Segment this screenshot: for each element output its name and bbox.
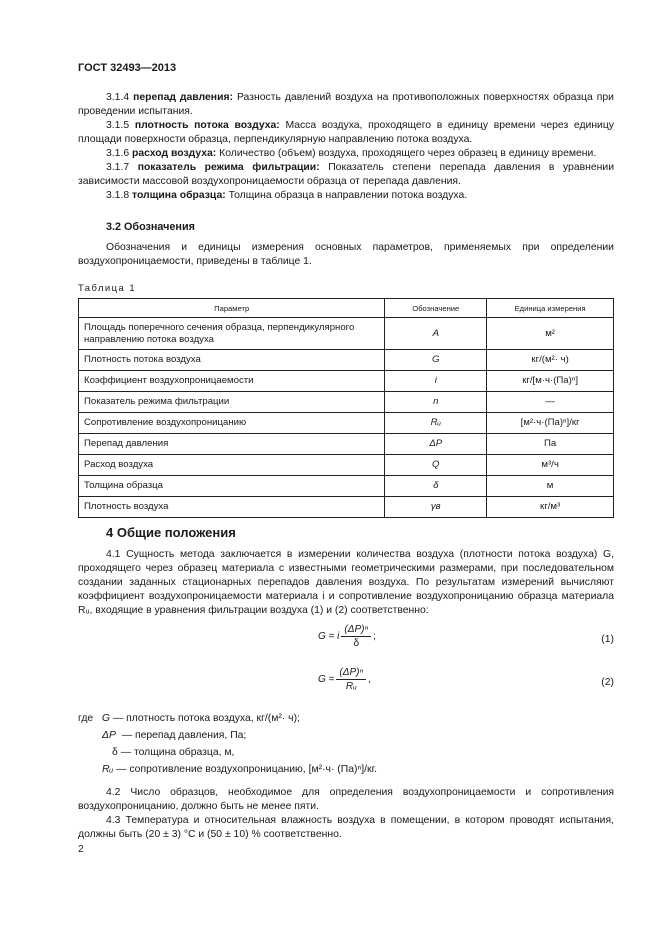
definition-3-1-6: 3.1.6 расход воздуха: Количество (объем) воздуха, проходящего через образец в единицу времени. <box>106 148 597 159</box>
column-header: Обозначение <box>385 299 487 318</box>
unit-cell: — <box>487 392 614 413</box>
column-header: Параметр <box>79 299 385 318</box>
section-4-heading: 4 Общие положения <box>106 525 236 540</box>
param-cell: Коэффициент воздухопроницаемости <box>79 371 385 392</box>
unit-cell: [м²·ч·(Па)ⁿ]/кг <box>487 413 614 434</box>
table-row <box>79 455 614 476</box>
formula-number: (2) <box>601 677 614 688</box>
where-label: где <box>78 713 94 724</box>
unit-cell: м <box>487 476 614 497</box>
table-row <box>79 350 614 371</box>
table-row <box>79 476 614 497</box>
param-cell: Перепад давления <box>79 434 385 455</box>
paragraph-4-3: 4.3 Температура и относительная влажность воздуха в помещении, в котором проводят испытания, должны быть (20 ± 3) °С и (50 ± 10) % соответственно. <box>78 815 614 840</box>
designations-table <box>78 298 614 518</box>
where-list <box>78 710 377 778</box>
symbol-cell: δ <box>385 476 487 497</box>
where-item <box>78 727 377 744</box>
where-symbol: Rᵤ <box>102 764 114 775</box>
unit-cell: м² <box>487 318 614 350</box>
table-row <box>79 413 614 434</box>
table-row <box>79 371 614 392</box>
formula-lhs: G = <box>318 674 335 685</box>
symbol-cell: γв <box>385 497 487 518</box>
document-code: ГОСТ 32493—2013 <box>78 62 177 74</box>
paragraph-4-1: 4.1 Сущность метода заключается в измерении количества воздуха (плотности потока воздуха) G, проходящего через образец материала с известными геометрическими размерами, при последовательном создании заданных стационарных перепадов давления воздуха. По результатам измерений вычисляют коэффициент воздухопроницаемости материала i и сопротивление воздухопроницанию образца материала Rᵤ, входящие в уравнения фильтрации воздуха (1) и (2) соответственно: <box>78 549 614 616</box>
section-3-2-text: Обозначения и единицы измерения основных параметров, применяемых при определении воздухопроницаемости, приведены в таблице 1. <box>78 242 614 267</box>
table-caption: Таблица 1 <box>78 282 137 293</box>
param-cell: Сопротивление воздухопроницанию <box>79 413 385 434</box>
where-item <box>78 761 377 778</box>
where-symbol: ΔP <box>102 730 116 741</box>
where-item <box>78 744 377 761</box>
table-row <box>79 434 614 455</box>
where-desc: — сопротивление воздухопроницанию, [м²·ч· (Па)ⁿ]/кг. <box>116 764 377 775</box>
table-row <box>79 497 614 518</box>
symbol-cell: Q <box>385 455 487 476</box>
param-cell: Плотность воздуха <box>79 497 385 518</box>
unit-cell: Па <box>487 434 614 455</box>
where-symbol: G <box>101 713 110 724</box>
formula-end: ; <box>373 631 376 642</box>
where-desc: — перепад давления, Па; <box>121 730 247 741</box>
symbol-cell: n <box>385 392 487 413</box>
formula-denominator: δ <box>353 638 360 649</box>
table-row <box>79 392 614 413</box>
definition-3-1-5: 3.1.5 плотность потока воздуха: Масса воздуха, проходящего в единицу времени через единицу площади поверхности образца, перпендикулярную направлению потока воздуха. <box>78 120 615 145</box>
symbol-cell: i <box>385 371 487 392</box>
where-item <box>78 710 377 727</box>
where-desc: — толщина образца, м, <box>120 747 235 758</box>
param-cell: Показатель режима фильтрации <box>79 392 385 413</box>
where-symbol: δ <box>112 747 118 758</box>
section-3-2-heading: 3.2 Обозначения <box>106 221 195 233</box>
unit-cell: кг/[м·ч·(Па)ⁿ] <box>487 371 614 392</box>
symbol-cell: Rᵤ <box>385 413 487 434</box>
paragraph-4-2: 4.2 Число образцов, необходимое для определения воздухопроницаемости и сопротивления воздухопроницанию, должно быть не менее пяти. <box>78 787 614 812</box>
param-cell: Расход воздуха <box>79 455 385 476</box>
symbol-cell: A <box>385 318 487 350</box>
definition-3-1-8: 3.1.8 толщина образца: Толщина образца в направлении потока воздуха. <box>106 190 468 201</box>
formula-number: (1) <box>601 634 614 645</box>
unit-cell: кг/(м²· ч) <box>487 350 614 371</box>
table-container <box>78 298 614 518</box>
symbol-cell: G <box>385 350 487 371</box>
unit-cell: м³/ч <box>487 455 614 476</box>
formula-numerator: (ΔP)ⁿ <box>336 667 366 680</box>
definition-3-1-7: 3.1.7 показатель режима фильтрации: Показатель степени перепада давления в уравнении зависимости массовой воздухопроницаемости образца от перепада давления. <box>78 162 614 187</box>
formula-2 <box>78 667 614 701</box>
formula-denominator: Rᵤ <box>345 681 357 692</box>
formula-numerator: (ΔP)ⁿ <box>341 624 371 637</box>
page-number: 2 <box>78 844 84 855</box>
where-desc: — плотность потока воздуха, кг/(м²· ч); <box>112 713 300 724</box>
formula-lhs: G = i <box>318 631 340 642</box>
formula-end: , <box>368 674 371 685</box>
param-cell: Плотность потока воздуха <box>79 350 385 371</box>
unit-cell: кг/м³ <box>487 497 614 518</box>
formula-1 <box>78 624 614 658</box>
param-cell: Площадь поперечного сечения образца, перпендикулярного направлению потока воздуха <box>79 318 385 350</box>
definitions <box>78 91 614 203</box>
table-row <box>79 318 614 350</box>
definition-3-1-4: 3.1.4 перепад давления: Разность давлений воздуха на противоположных поверхностях образца при проведении испытания. <box>78 92 614 117</box>
param-cell: Толщина образца <box>79 476 385 497</box>
column-header: Единица измерения <box>487 299 614 318</box>
symbol-cell: ΔP <box>385 434 487 455</box>
